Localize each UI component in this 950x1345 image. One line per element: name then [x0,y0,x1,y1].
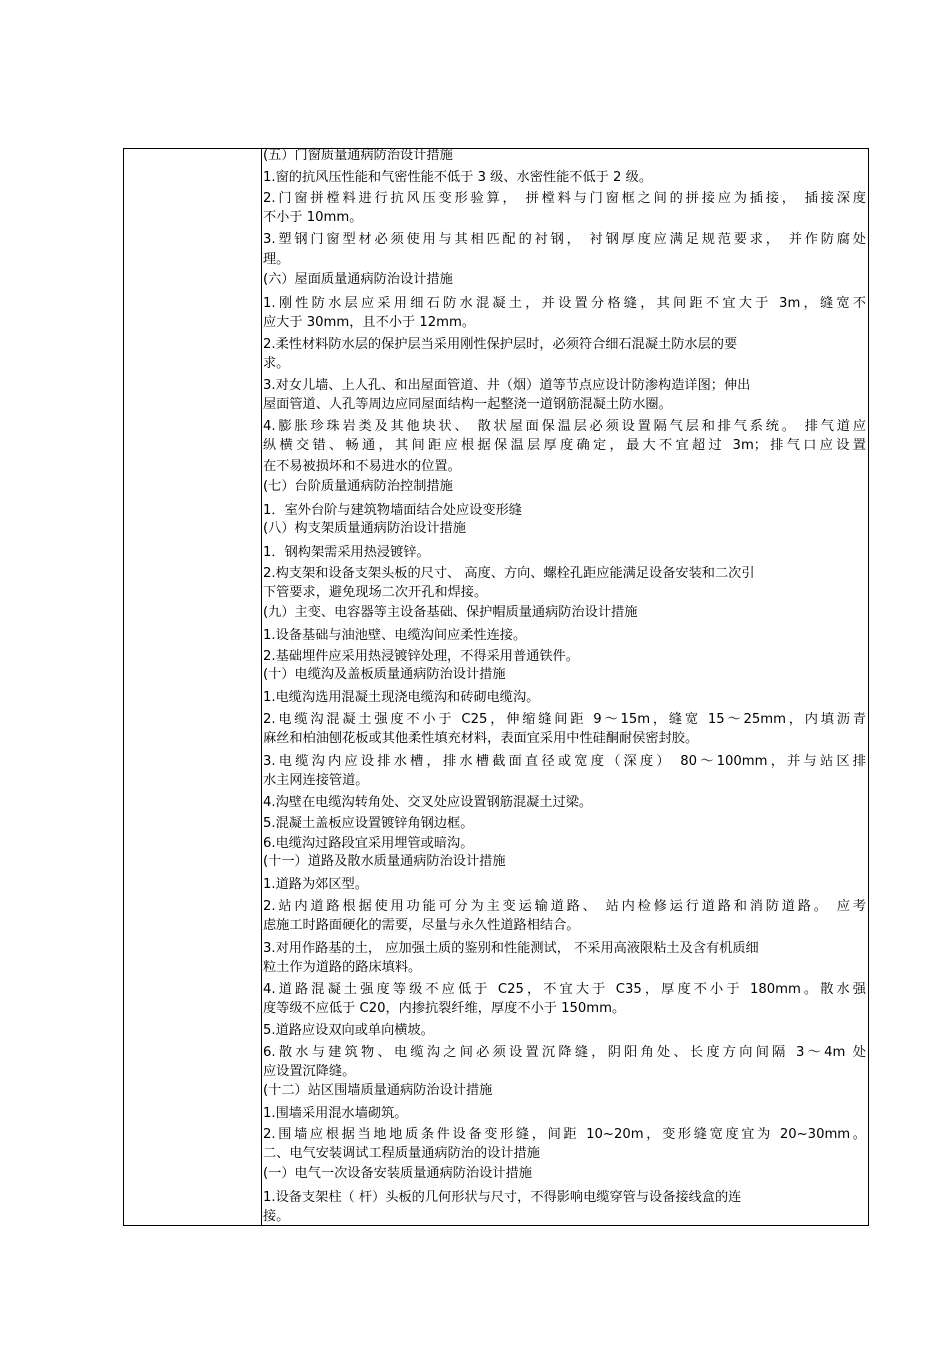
text-line: 1.围墙采用混水墙砌筑。 [263,1106,408,1121]
text-line: 二、电气安装调试工程质量通病防治的设计措施 [263,1146,540,1161]
text-line: 6.散水与建筑物、电缆沟之间必须设置沉降缝，阴阳角处、长度方向间隔 3～4m 处 [263,1045,866,1060]
text-line: 2.柔性材料防水层的保护层当采用刚性保护层时，必须符合细石混凝土防水层的要 [263,337,738,352]
text-line: 1.设备支架柱（ 杆）头板的几何形状与尺寸，不得影响电缆穿管与设备接线盒的连 [263,1190,742,1205]
text-line: 屋面管道、人孔等周边应同屋面结构一起整浇一道钢筋混凝土防水圈。 [263,397,672,412]
text-line: 2.站内道路根据使用功能可分为主变运输道路、 站内检修运行道路和消防道路。 应考 [263,899,866,914]
text-line: 4.膨胀珍珠岩类及其他块状、 散状屋面保温层必须设置隔气层和排气系统。 排气道应 [263,419,866,434]
text-line: 1.道路为郊区型。 [263,877,368,892]
text-line: 3.电缆沟内应设排水槽，排水槽截面直径或宽度（深度） 80～100mm，并与站区排 [263,754,866,769]
text-line: 应设置沉降缝。 [263,1064,356,1079]
text-line: 下管要求，避免现场二次开孔和焊接。 [263,585,488,600]
text-line: (十）电缆沟及盖板质量通病防治设计措施 [263,667,506,682]
text-line: 2.基础埋件应采用热浸镀锌处理，不得采用普通铁件。 [263,649,579,664]
text-line: 2.构支架和设备支架头板的尺寸、 高度、方向、螺栓孔距应能满足设备安装和二次引 [263,566,755,581]
text-line: (八）构支架质量通病防治设计措施 [263,521,466,536]
text-line: (九）主变、电容器等主设备基础、保护帽质量通病防治设计措施 [263,605,638,620]
text-line: 2.电缆沟混凝土强度不小于 C25，伸缩缝间距 9～15m，缝宽 15～25mm，内填沥青 [263,712,866,727]
text-line: 5.混凝土盖板应设置镀锌角钢边框。 [263,816,474,831]
text-line: (七）台阶质量通病防治控制措施 [263,479,453,494]
text-line: 麻丝和柏油刨花板或其他柔性填充材料，表面宜采用中性硅酮耐侯密封胶。 [263,731,699,746]
text-line: 5.道路应设双向或单向横坡。 [263,1023,434,1038]
text-line: 水主网连接管道。 [263,773,369,788]
text-line: 在不易被损坏和不易进水的位置。 [263,459,461,474]
text-line: 纵横交错、畅通，其间距应根据保温层厚度确定，最大不宜超过 3m；排气口应设置 [263,438,866,453]
text-line: (一）电气一次设备安装质量通病防治设计措施 [263,1166,532,1181]
text-line: 3.对用作路基的土， 应加强土质的鉴别和性能测试， 不采用高液限粘土及含有机质细 [263,941,759,956]
text-line: 虑施工时路面硬化的需要，尽量与永久性道路相结合。 [263,918,580,933]
text-line: 求。 [263,356,290,371]
text-line: 1.电缆沟选用混凝土现浇电缆沟和砖砌电缆沟。 [263,690,540,705]
text-line: 接。 [263,1209,290,1224]
text-line: 1．室外台阶与建筑物墙面结合处应设变形缝 [263,503,522,518]
document-table [123,148,869,1226]
column-divider [261,149,262,1225]
text-line: 3.对女儿墙、上人孔、和出屋面管道、井（烟）道等节点应设计防渗构造详图；伸出 [263,378,751,393]
text-line: 4.沟壁在电缆沟转角处、交叉处应设置钢筋混凝土过梁。 [263,795,593,810]
text-line: 应大于 30mm，且不小于 12mm。 [263,315,476,330]
text-line: (五）门窗质量通病防治设计措施 [263,148,453,163]
text-line: (十一）道路及散水质量通病防治设计措施 [263,854,506,869]
text-line: 1.刚性防水层应采用细石防水混凝土，并设置分格缝，其间距不宜大于 3m，缝宽不 [263,296,866,311]
text-line: 3.塑钢门窗型材必须使用与其相匹配的衬钢， 衬钢厚度应满足规范要求， 并作防腐处 [263,232,866,247]
text-line: 1.窗的抗风压性能和气密性能不低于 3 级、水密性能不低于 2 级。 [263,170,653,185]
text-line: 2.围墙应根据当地地质条件设备变形缝，间距 10~20m，变形缝宽度宜为 20~30mm。 [263,1127,866,1142]
text-line: 度等级不应低于 C20，内掺抗裂纤维，厚度不小于 150mm。 [263,1001,626,1016]
text-line: (六）屋面质量通病防治设计措施 [263,272,453,287]
text-line: 1.设备基础与油池壁、电缆沟间应柔性连接。 [263,628,527,643]
text-line: 2.门窗拼樘料进行抗风压变形验算， 拼樘料与门窗框之间的拼接应为插接， 插接深度 [263,191,866,206]
text-line: 1．钢构架需采用热浸镀锌。 [263,545,430,560]
text-line: 4.道路混凝土强度等级不应低于 C25，不宜大于 C35，厚度不小于 180mm。散水强 [263,982,866,997]
text-line: 6.电缆沟过路段宜采用埋管或暗沟。 [263,836,474,851]
text-line: 不小于 10mm。 [263,210,363,225]
text-line: 粒土作为道路的路床填料。 [263,960,422,975]
text-line: 理。 [263,252,290,267]
text-line: (十二）站区围墙质量通病防治设计措施 [263,1083,493,1098]
